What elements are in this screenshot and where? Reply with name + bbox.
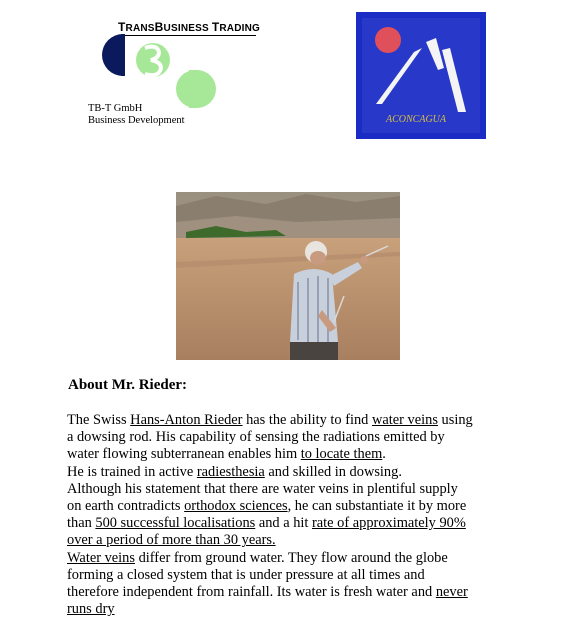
body-line: Water veins differ from ground water. They flow around the globe <box>67 549 448 566</box>
body-line: He is trained in active radiesthesia and skilled in dowsing. <box>67 463 402 480</box>
body-line: a dowsing rod. His capability of sensing the radiations emitted by <box>67 429 445 446</box>
link-hans-anton-rieder[interactable]: Hans-Anton Rieder <box>130 412 243 428</box>
link-hit-rate[interactable]: rate of approximately 90% <box>312 515 466 532</box>
link-radiesthesia[interactable]: radiesthesia <box>196 463 265 480</box>
link-successful-localisations[interactable]: 500 successful localisations <box>95 515 256 532</box>
body-line <box>67 601 537 618</box>
body-line: forming a closed system that is under pressure at all times and <box>67 566 425 583</box>
company-department: Business Development <box>88 115 185 126</box>
dowsing-photo <box>176 192 400 360</box>
link-water-veins[interactable]: water veins <box>371 412 438 428</box>
link-hit-rate-continued[interactable]: over a period of more than 30 years. <box>67 532 276 549</box>
company-name: TB-T GmbH <box>88 103 143 114</box>
company-info <box>88 103 185 127</box>
body-line: Although his statement that there are water veins in plentiful supply <box>67 480 458 497</box>
link-locate-them[interactable]: to locate them <box>300 446 383 463</box>
body-line <box>67 532 537 549</box>
article-body <box>67 412 537 618</box>
link-never-runs-dry[interactable]: never <box>435 584 468 601</box>
body-line: therefore independent from rainfall. Its water is fresh water and never <box>67 584 468 601</box>
body-line: than 500 successful localisations and a hit rate of approximately 90% <box>67 515 466 532</box>
link-orthodox-sciences[interactable]: orthodox sciences <box>184 498 288 515</box>
body-line: water flowing subterranean enables him to locate them. <box>67 446 386 463</box>
link-never-runs-dry-continued[interactable]: runs dry <box>67 601 115 618</box>
body-line: on earth contradicts orthodox sciences, he can substantiate it by more <box>67 498 467 515</box>
aconcagua-logo-icon <box>356 12 486 139</box>
body-line: The Swiss Hans-Anton Rieder has the ability to find water veins using <box>67 412 473 428</box>
link-water-veins-2[interactable]: Water veins <box>67 549 135 566</box>
aconcagua-label: ACONCAGUA <box>386 114 446 125</box>
brand-name: TRANSBUSINESS TRADING <box>118 20 261 34</box>
article-heading: About Mr. Rieder: <box>68 377 188 393</box>
